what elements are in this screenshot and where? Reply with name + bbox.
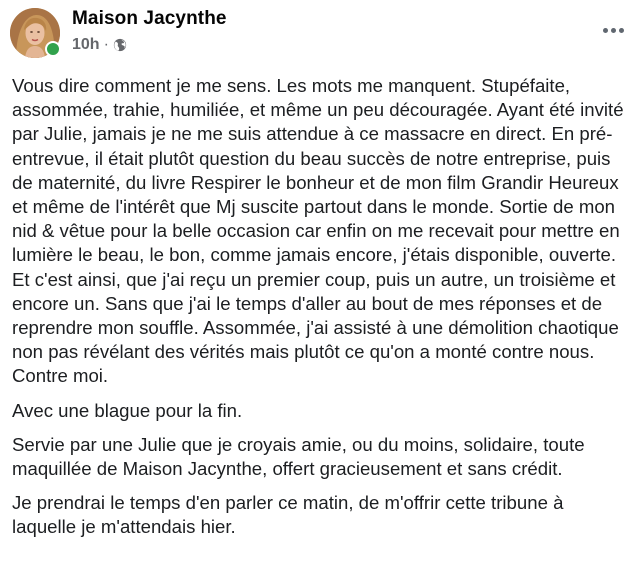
avatar[interactable]	[10, 8, 60, 58]
post-timestamp[interactable]: 10h	[72, 36, 100, 53]
author-name[interactable]: Maison Jacynthe	[72, 8, 227, 29]
more-options-button[interactable]	[598, 22, 628, 38]
more-horizontal-icon-dot	[611, 28, 616, 33]
post-paragraph: Vous dire comment je me sens. Les mots me manquent. Stupéfaite, assommée, trahie, humiliée, et même un peu découragée. Ayant été invité par Julie, jamais je ne me suis attendue à ce massacre en direct. En pré-entrevue, il était plutôt question du beau succès de notre entreprise, puis de maternité, du livre Respirer le bonheur et de mon film Grandir Heureux et même de l'intérêt que Mj suscite partout dans le monde. Sortie de mon nid & vêtue pour la belle occasion car enfin on me recevait pour mettre en lumière le beau, le bon, comme jamais encore, j'étais disponible, ouverte. Et c'est ainsi, que j'ai reçu un premier coup, puis un autre, un troisième et encore un. Sans que j'ai le temps d'aller au bout de mes réponses et de reprendre mon souffle. Assommée, j'ai assisté à une démolition chaotique non pas révélant des vérités mais plutôt ce qu'on a monté contre nous. Contre moi.	[12, 75, 624, 387]
post-paragraph: Servie par une Julie que je croyais amie, ou du moins, solidaire, toute maquillée de Maison Jacynthe, offert gracieusement et sans crédit.	[12, 433, 585, 480]
post-paragraph: Je prendrai le temps d'en parler ce matin, de m'offrir cette tribune à laquelle je m'attendais hier.	[12, 492, 564, 538]
meta-separator: ·	[103, 36, 109, 53]
more-horizontal-icon-dot	[619, 28, 624, 33]
post-body	[12, 74, 630, 540]
post-meta	[72, 36, 127, 54]
globe-icon[interactable]	[113, 38, 127, 52]
more-horizontal-icon-dot	[603, 28, 608, 33]
post-paragraph: Avec une blague pour la fin.	[12, 399, 243, 421]
online-status-indicator	[45, 41, 61, 57]
